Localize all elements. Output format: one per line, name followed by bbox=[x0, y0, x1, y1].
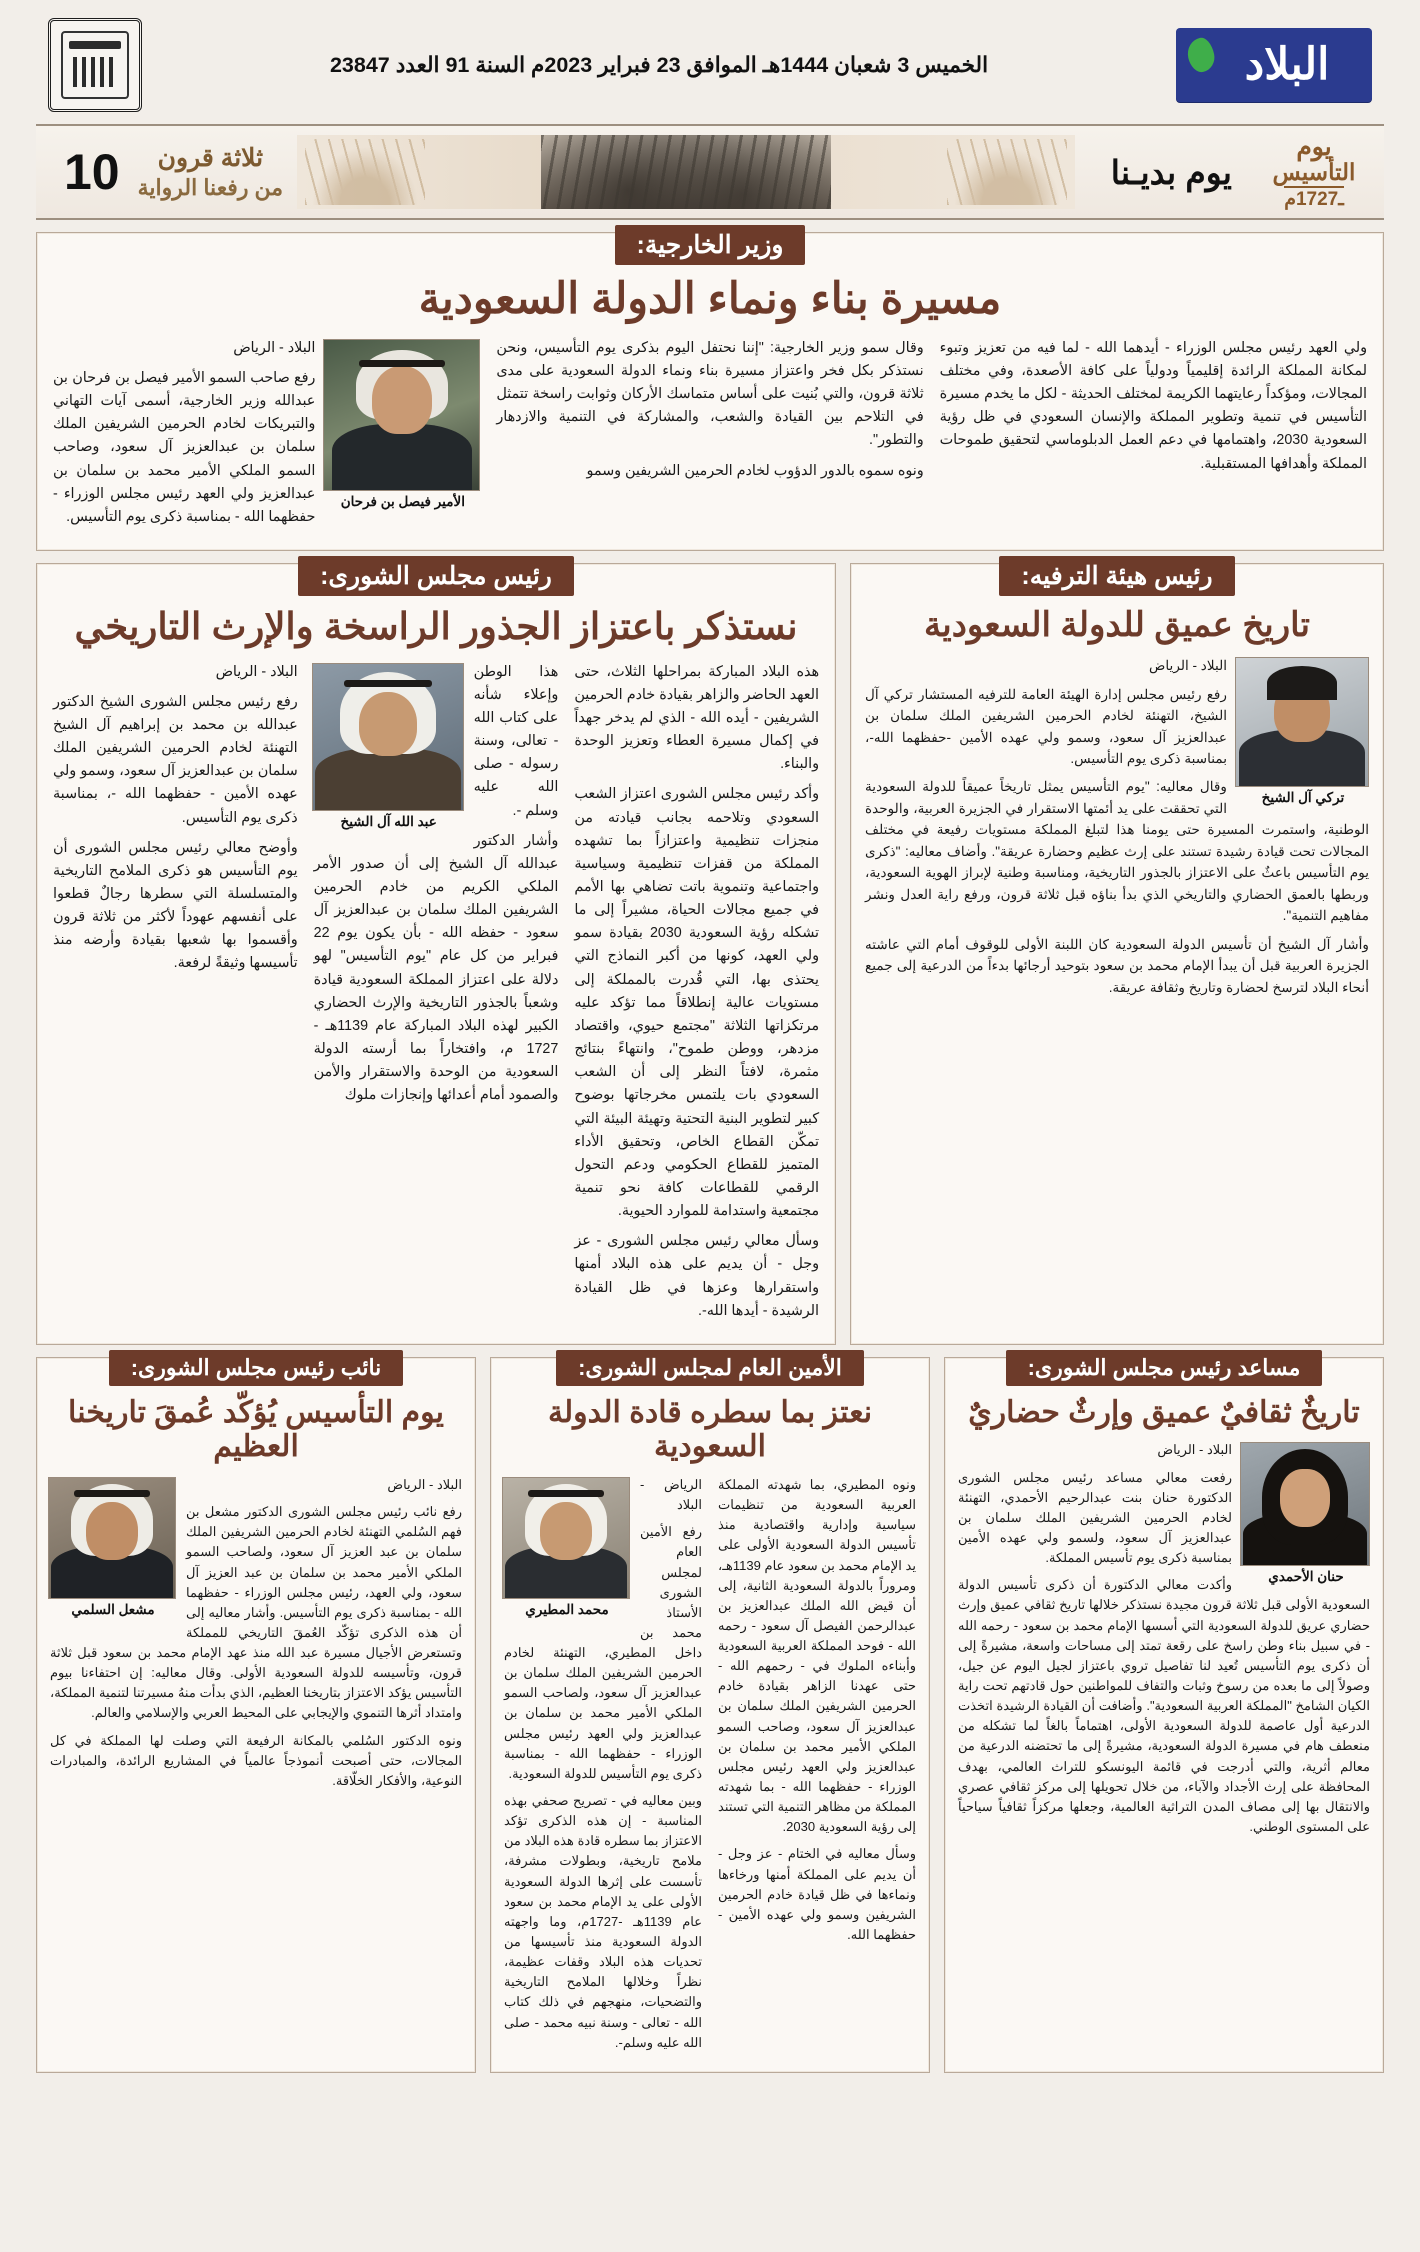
figure-caption: تركي آل الشيخ bbox=[1261, 790, 1345, 806]
figure-salmi bbox=[50, 1477, 176, 1619]
paragraph: وقال معاليه: "يوم التأسيس يمثل تاريخاً عميقاً للدولة السعودية التي تحققت على يد أئمتها الاستقرار في الجزيرة العربية، والوحدة الوطنية، واستمرت المسيرة حتى يومنا هذا لتبلغ المملكة مستويات رفيعة في مختلف المجالات تحت قيادة رشيدة تستند على إرث عظيم وحضارة عريقة". وأضاف معاليه: "ذكرى يوم التأسيس باعثٌ على الاعتزاز بالجذور التاريخية، ومناسبة وطنية لإبراز الهوية السعودية، وربطها بالعمق الحضاري والتاريخي الذي بدأ بناؤه قبل ثلاثة قرون، ورفع راية العدل ونشر مفاهيم التنمية". bbox=[865, 779, 1369, 924]
paragraph: رفع صاحب السمو الأمير فيصل بن فرحان بن عبدالله وزير الخارجية، أسمى آيات التهاني والتبريكات لخادم الحرمين الشريفين الملك سلمان بن عبدالعزيز آل سعود، وصاحب السمو الملكي الأمير محمد بن سلمان بن عبدالعزيز ولي العهد رئيس مجلس الوزراء - حفظهما الله - بمناسبة ذكرى يوم التأسيس. bbox=[53, 369, 316, 525]
byline: البلاد - الرياض bbox=[233, 339, 316, 356]
byline: البلاد - الرياض bbox=[387, 1476, 462, 1492]
byline: البلاد - الرياض bbox=[1148, 658, 1227, 674]
figure-turki bbox=[1237, 657, 1369, 807]
secgen-headline: نعتز بما سطره قادة الدولة السعودية bbox=[547, 1395, 873, 1464]
deputy-headline: يوم التأسيس يُؤكّد عُمقَ تاريخنا العظيم bbox=[68, 1395, 444, 1464]
assistant-body bbox=[958, 1440, 1370, 1844]
deputy-body bbox=[50, 1475, 462, 1798]
byline: الرياض - البلاد bbox=[640, 1476, 702, 1513]
assistant-headline: تاريخٌ ثقافيٌ عميق وإرثٌ حضاريٌ bbox=[968, 1395, 1360, 1429]
row-two bbox=[36, 563, 1384, 1345]
logo-wordmark: البلاد bbox=[1244, 40, 1330, 89]
figure-mutairi bbox=[504, 1477, 630, 1619]
section-title: يوم بديـنا bbox=[1110, 153, 1232, 191]
figure-caption: الأمير فيصل بن فرحان bbox=[340, 493, 465, 509]
paragraph: رفع الأمين العام لمجلس الشورى الأستاذ محمد بن داخل المطيري، التهنئة لخادم الحرمين الشريفين الملك سلمان بن عبدالعزيز آل سعود، ولصاحب السمو الملكي الأمير محمد بن سلمان بن عبدالعزيز ولي العهد رئيس مجلس الوزراء - حفظهما الله - بمناسبة ذكرى يوم التأسيس للدولة السعودية. bbox=[504, 1524, 702, 1781]
paragraph: وسأل معاليه في الختام - عز وجل - أن يديم على المملكة أمنها ورخاءها ونماءها في ظل قيادة خادم الحرمين الشريفين وسمو ولي عهده الأمين - حفظهما الله. bbox=[718, 1846, 916, 1943]
founding-line-2: التأسيس bbox=[1272, 159, 1356, 186]
shoura-headline: نستذكر باعتزاز الجذور الراسخة والإرث التاريخي bbox=[74, 606, 798, 648]
deputy-columns bbox=[37, 1469, 475, 1810]
secgen-kicker: الأمين العام لمجلس الشورى: bbox=[556, 1350, 864, 1386]
paragraph: ونوه سموه بالدور الدؤوب لخادم الحرمين الشريفين وسمو bbox=[586, 462, 924, 479]
entertainment-body bbox=[865, 655, 1369, 1005]
entertainment-kicker: رئيس هيئة الترفيه: bbox=[999, 556, 1234, 596]
masthead bbox=[26, 0, 1394, 118]
portrait-abdullah bbox=[312, 663, 464, 811]
palm-right-icon bbox=[947, 139, 1067, 205]
paragraph: رفع رئيس مجلس إدارة الهيئة العامة للترفيه المستشار تركي آل الشيخ، التهنئة لخادم الحرمين الشريفين الملك سلمان بن عبدالعزيز آل سعود، وسمو ولي عهده الأمين -حفظهما الله-، بمناسبة ذكرى يوم التأسيس. bbox=[865, 686, 1227, 766]
paragraph: وأشار آل الشيخ أن تأسيس الدولة السعودية كان اللبنة الأولى للوقوف أمام التي عاشته الجزيرة العربية قبل أن يبدأ الإمام محمد بن سعود بتوحيد أرجائها بدءاً من الدرعية إلى جميع أنحاء البلاد لترسخ لحضارة وتاريخ وثقافة عريقة. bbox=[865, 936, 1369, 995]
dateline: الخميس 3 شعبان 1444هـ الموافق 23 فبراير 2023م السنة 91 العدد 23847 bbox=[329, 52, 989, 77]
secgen-columns bbox=[491, 1469, 929, 2072]
paragraph: هذا الوطن وإعلاء شأنه على كتاب الله - تعالى، وسنة رسوله - صلى الله عليه وسلم -. bbox=[473, 663, 559, 819]
shoura-columns bbox=[37, 653, 835, 1344]
founding-line-3: ـ1727م bbox=[1284, 186, 1344, 210]
royal-seal-icon bbox=[48, 18, 142, 112]
shoura-col-mid bbox=[314, 661, 559, 1330]
portrait-mutairi bbox=[502, 1477, 630, 1599]
article-deputy-chair bbox=[36, 1354, 476, 2073]
lead-headline: مسيرة بناء ونماء الدولة السعودية bbox=[418, 275, 1002, 324]
shoura-kicker: رئيس مجلس الشورى: bbox=[298, 556, 574, 596]
banner-slogan bbox=[138, 143, 283, 202]
byline: البلاد - الرياض bbox=[215, 663, 298, 680]
paragraph: ونوه المطيري، بما شهدته المملكة العربية السعودية من تنظيمات سياسية وإدارية واقتصادية منذ تأسيس الدولة السعودية الأولى على يد الإمام محمد بن سعود عام 1139هـ، ومروراً بالدولة السعودية الثانية، إلى أن قيض الله الملك عبدالعزيز بن عبدالرحمن الفيصل آل سعود - رحمه الله - فوحد المملكة العربية السعودية وأبناءه الملوك في - رحمهم الله - حتى عهدنا الزاهر بقيادة خادم الحرمين الشريفين الملك سلمان بن عبدالعزيز آل سعود، وصاحب السمو الملكي الأمير محمد بن سلمان بن عبدالعزيز ولي العهد رئيس مجلس الوزراء - حفظهما الله - بما شهدته المملكة من مظاهر التنمية التي تستند إلى رؤية السعودية 2030. bbox=[718, 1476, 916, 1835]
assistant-kicker: مساعد رئيس مجلس الشورى: bbox=[1006, 1350, 1323, 1386]
shoura-col-right bbox=[53, 661, 298, 1330]
paragraph: رفع رئيس مجلس الشورى الشيخ الدكتور عبدالله بن محمد بن إبراهيم آل الشيخ التهنئة لخادم الحرمين الشريفين الملك سلمان بن عبدالعزيز آل سعود، وسمو ولي عهده الأمين - حفظهما الله -، بمناسبة ذكرى يوم التأسيس. bbox=[52, 693, 298, 826]
paragraph: وأوضح معالي رئيس مجلس الشورى أن يوم التأسيس هو ذكرى الملامح التاريخية والمتسلسلة التي سطرها رجالٌ قطعوا على أنفسهم عهوداً لأكثر من ثلاثة قرون وأقسموا بها شعبها بقيادة وأرضه منذ تأسيسها وثيقةً لرفعة. bbox=[52, 839, 298, 972]
deputy-kicker: نائب رئيس مجلس الشورى: bbox=[109, 1350, 404, 1386]
paragraph: وسأل معالي رئيس مجلس الشورى - عز وجل - أن يديم على هذه البلاد أمنها واستقرارها وعزها في ظل القيادة الرشيدة - أيدها الله-. bbox=[574, 1233, 819, 1319]
paragraph: وأشار الدكتور عبدالله آل الشيخ إلى أن صدور الأمر الملكي الكريم من خادم الحرمين الشريفين الملك سلمان بن عبدالعزيز آل سعود - حفظه الله - بأن يكون يوم 22 فبراير من كل عام "يوم التأسيس" لهو دلالة على اعتزاز المملكة السعودية قيادة وشعباً بالجذور التاريخية والإرث الحضاري الكبير لهذه البلاد المباركة عام 1139هـ - 1727 م، وافتخاراً بما أرسته الدولة السعودية من الوحدة والاستقرار والأمن والصمود أمام أعدائها وإنجازات ملوك bbox=[313, 832, 559, 1104]
assistant-columns bbox=[945, 1434, 1383, 1856]
secgen-col-right bbox=[504, 1475, 702, 2060]
article-lead bbox=[36, 232, 1384, 551]
banner-photo bbox=[297, 135, 1075, 209]
figure-caption: حنان الأحمدي bbox=[1268, 1569, 1344, 1585]
figure-caption: محمد المطيري bbox=[525, 1601, 609, 1617]
shoura-col-left bbox=[574, 661, 819, 1330]
portrait-hanan bbox=[1240, 1442, 1370, 1566]
paragraph: وأكد رئيس مجلس الشورى اعتزاز الشعب السعودي وتلاحمه بجانب قيادته من منجزات تنظيمية واعتزازاً بما تشهده المملكة من قفزات تنظيمية وسياسية واجتماعية وتنموية باتت تضاهي بها الأمم في جميع مجالات الحياة، مشيراً إلى ما تشكله رؤية السعودية 2030 بقيادة سمو ولي العهد، كونها من أكبر النماذج التي يحتذى بها، التي قُدرت بالمملكة إلى مستويات عالية إنطلاقاً مما تؤكد عليه مرتكزاتها الثلاثة "مجتمع حيوي، واقتصاد مزدهر، ووطن طموح"، وانتهاءً بنتائج مثمرة، لافتاً النظر إلى أن الشعب السعودي بات يلتمس مخرجاتها بوضوح كبير لتطوير البنية التحتية وتهيئة البيئة التي تمكّن القطاع الخاص، وتحقيق الأداء المتميز للقطاع الحكومي ودعم التحول الرقمي للقطاعات كافة نحو تنمية مجتمعية واستدامة للموارد الحيوية. bbox=[574, 786, 819, 1220]
article-entertainment bbox=[850, 563, 1384, 1345]
lead-kicker: وزير الخارجية: bbox=[615, 225, 806, 265]
lead-columns bbox=[37, 329, 1383, 550]
slogan-line-1: ثلاثة قرون bbox=[157, 143, 264, 172]
figure-faisal bbox=[325, 339, 480, 511]
article-secretary-general bbox=[490, 1354, 930, 2073]
entertainment-columns bbox=[851, 649, 1383, 1017]
paragraph: ونوه الدكتور السُلمي بالمكانة الرفيعة التي وصلت لها المملكة في كل المجالات، حتى أصبحت أنموذجاً عالمياً في المشاريع الرائدة، والمبادرات النوعية، والأفكار الخلّاقة. bbox=[50, 1732, 462, 1788]
portrait-turki bbox=[1235, 657, 1369, 787]
paragraph: ولي العهد رئيس مجلس الوزراء - أيدهما الله - لما فيه من تعزيز وتبوء لمكانة المملكة الرائدة إقليمياً ودولياً على كافة الأصعدة، وفي مختلف المجالات، ومؤكداً رعايتهما الكريمة لمختلف الحديثة - لكل ما يخدم مسيرة التأسيس في تنمية وتطوير المملكة والإنسان السعودي في ظل رؤية السعودية 2030، واهتمامها في دعم العمل الدبلوماسي لتحقيق طموحات المملكة وأهدافها المستقبلية. bbox=[939, 339, 1367, 472]
founding-line-1: يوم bbox=[1296, 133, 1332, 161]
figure-abdullah bbox=[314, 663, 464, 831]
lead-col-mid bbox=[496, 337, 923, 536]
article-shoura-chair bbox=[36, 563, 836, 1345]
page-footer-space bbox=[26, 2073, 1394, 2079]
paragraph: رفع نائب رئيس مجلس الشورى الدكتور مشعل بن فهم السُلمي التهنئة لخادم الحرمين الشريفين الملك سلمان بن عبد العزيز آل سعود، ولصاحب السمو الملكي الأمير محمد بن سلمان بن عبد العزيز آل سعود، ولي العهد، رئيس مجلس الوزراء - حفظهما الله - بمناسبة ذكرى يوم التأسيس. وأشار معاليه إلى أن هذه الذكرى تؤكّد العُمقَ التاريخي للمملكة وتستعرض الأجيال مسيرة عبد الله منذ عهد الإمام محمد بن سعود قبل ثلاثة قرون، وتأسيسه للدولة السعودية الأولى. وقال معاليه: إن احتفاءنا بيوم التأسيس يؤكد الاعتزاز بتاريخنا العظيم، الذي بدأت منهُ مسيرتنا لتنمية المملكة، وامتداد أثرها التنموي والإيجابي على المحيط العربي والإسلامي والعالم. bbox=[50, 1504, 462, 1721]
figure-caption: مشعل السلمي bbox=[71, 1601, 155, 1617]
article-assistant-chair bbox=[944, 1354, 1384, 2073]
newspaper-logo bbox=[1176, 28, 1372, 102]
paragraph: هذه البلاد المباركة بمراحلها الثلاث، حتى العهد الحاضر والزاهر بقيادة خادم الحرمين الشريفين - أيده الله - الذي لم يدخر جهداً في إكمال مسيرة العطاء وتعزيز الوحدة والبناء. bbox=[574, 663, 819, 773]
portrait-faisal bbox=[323, 339, 480, 491]
entertainment-headline: تاريخ عميق للدولة السعودية bbox=[924, 606, 1310, 645]
section-banner bbox=[36, 124, 1384, 220]
page-number: 10 bbox=[64, 144, 120, 201]
palm-left-icon bbox=[305, 139, 425, 205]
paragraph: وقال سمو وزير الخارجية: "إننا نحتفل اليوم بذكرى يوم التأسيس، ونحن نستذكر بكل فخر واعتزاز مسيرة بناء ونماء الدولة السعودية على مدى ثلاثة قرون، والتي بُنيت على أساس متماسك الأركان وثوابت راسخة تتمثل في التلاحم بين القيادة والشعب، والمشاركة في التنمية والازدهار والتطور". bbox=[496, 339, 924, 449]
byline: البلاد - الرياض bbox=[1157, 1442, 1232, 1458]
lead-col-right bbox=[53, 337, 480, 536]
secgen-col-left bbox=[718, 1475, 916, 2060]
paragraph: وبين معاليه في - تصريح صحفي بهذه المناسبة - إن هذه الذكرى تؤكد الاعتزاز بما سطره قادة هذه البلاد من ملامح تاريخية، وبطولات مشرفة، تأسست على إثرها الدولة السعودية الأولى على يد الإمام محمد بن سعود عام 1139هـ -1727م، وما واجهته الدولة السعودية منذ تأسيسها من تحديات هذه البلاد وقفات عظيمة، نظراً وخلالها الملامح التاريخية والتضحيات، منهجهم في ذلك كتاب الله - تعالى - وسنة نبيه محمد - صلى الله عليه وسلم-. bbox=[504, 1793, 702, 2050]
paragraph: وأكدت معالي الدكتورة أن ذكرى تأسيس الدولة السعودية الأولى قبل ثلاثة قرون مجيدة نستذكر خلالها تاريخ ثقافي عميق وإرث حضاري عريق للدولة السعودية التي أسسها الإمام محمد بن سعود - رحمه الله - في سبيل بناء وطن راسخ على رقعة تمتد إلى مساحات واسعة، مشيرةً إلى أن ذكرى يوم التأسيس تُعيد لنا تفاصيل تروي باعتزاز لجيل اليوم عن جيل، وصولاً إلى ما بعده من رسوخ وثبات والتفاف للمواطنين حول قادتهم تحت راية الكيان الشامخ "المملكة العربية السعودية". وأضافت أن القيادة الرشيدة اتخذت الدرعية أول عاصمة للدولة السعودية الأولى، اهتماماً بالغاً لما تشكله من منعطف هام في مسيرة الدولة السعودية، مشيرةً إلى ما تحتضنه الدرعية من معالم أثرية، والتي أدرجت في قائمة اليونسكو للتراث العالمي، بهدف المحافظة على إرث الأجداد والآباء، من خلال تحويلها إلى مركز ثقافي عصري والانتقال بها إلى مصاف المدن التراثية العالمية، وجعلها مركزاً ثقافياً سياحياً على المستوى الوطني. bbox=[958, 1577, 1370, 1834]
lead-kicker-wrap bbox=[37, 225, 1383, 265]
figure-hanan bbox=[1242, 1442, 1370, 1586]
lead-col-left bbox=[940, 337, 1367, 536]
portrait-salmi bbox=[48, 1477, 176, 1599]
figure-caption: عبد الله آل الشيخ bbox=[340, 813, 437, 829]
founding-day-logo bbox=[1254, 134, 1374, 210]
slogan-line-2: من رفعنا الرواية bbox=[137, 175, 284, 201]
leaf-icon bbox=[1185, 36, 1218, 75]
row-three bbox=[36, 1354, 1384, 2073]
paragraph: رفعت معالي مساعد رئيس مجلس الشورى الدكتورة حنان بنت عبدالرحيم الأحمدي، التهنئة لخادم الحرمين الشريفين الملك سلمان بن عبدالعزيز آل سعود، ولسمو ولي عهده الأمين بمناسبة ذكرى يوم تأسيس المملكة. bbox=[958, 1469, 1232, 1566]
